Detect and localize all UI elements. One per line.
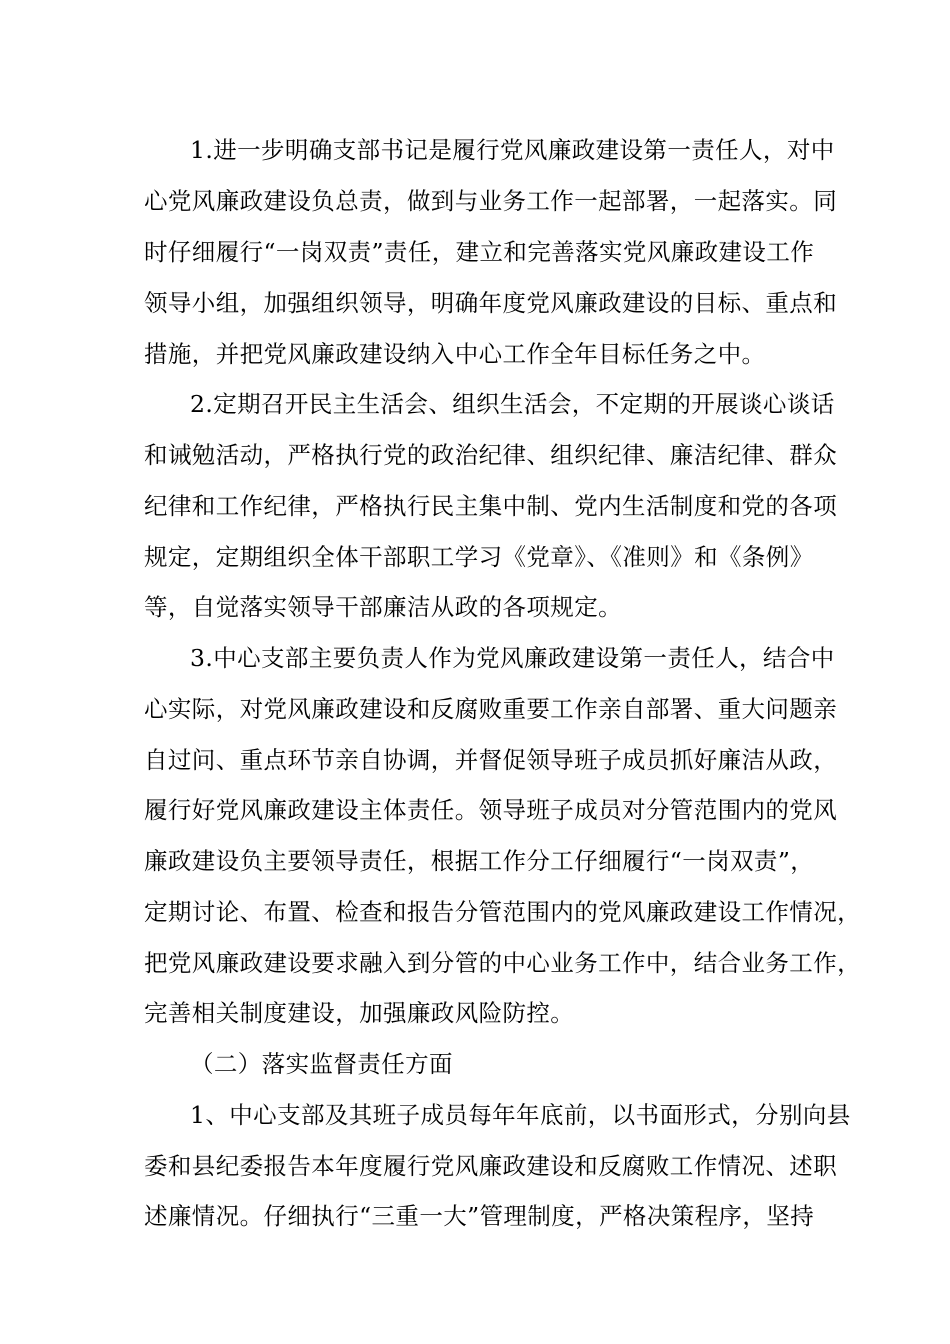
paragraph-3-line-5: 廉政建设负主要领导责任，根据工作分工仔细履行“一岗双责”， bbox=[144, 847, 815, 875]
paragraph-3-line-8: 完善相关制度建设，加强廉政风险防控。 bbox=[144, 999, 575, 1027]
paragraph-1-line-3: 时仔细履行“一岗双责”责任，建立和完善落实党风廉政建设工作 bbox=[144, 238, 815, 266]
paragraph-3-line-7: 把党风廉政建设要求融入到分管的中心业务工作中，结合业务工作， bbox=[144, 949, 861, 977]
paragraph-2-line-2: 和诫勉活动，严格执行党的政治纪律、组织纪律、廉洁纪律、群众 bbox=[144, 441, 838, 469]
paragraph-4-line-3: 述廉情况。仔细执行“三重一大”管理制度，严格决策程序，坚持 bbox=[144, 1202, 815, 1230]
paragraph-2-line-3: 纪律和工作纪律，严格执行民主集中制、党内生活制度和党的各项 bbox=[144, 492, 838, 520]
paragraph-4-line-1: 1、中心支部及其班子成员每年年底前，以书面形式，分别向县 bbox=[190, 1101, 851, 1129]
paragraph-1-line-1: 1.进一步明确支部书记是履行党风廉政建设第一责任人，对中 bbox=[190, 136, 835, 164]
paragraph-3-line-1: 3.中心支部主要负责人作为党风廉政建设第一责任人，结合中 bbox=[190, 644, 835, 672]
paragraph-1-line-2: 心党风廉政建设负总责，做到与业务工作一起部署，一起落实。同 bbox=[144, 187, 838, 215]
paragraph-3-line-4: 履行好党风廉政建设主体责任。领导班子成员对分管范围内的党风 bbox=[144, 796, 838, 824]
paragraph-4-line-2: 委和县纪委报告本年度履行党风廉政建设和反腐败工作情况、述职 bbox=[144, 1152, 838, 1180]
paragraph-3-line-2: 心实际，对党风廉政建设和反腐败重要工作亲自部署、重大问题亲 bbox=[144, 695, 838, 723]
paragraph-2-line-4: 规定，定期组织全体干部职工学习《党章》、《准则》和《条例》 bbox=[144, 543, 814, 571]
paragraph-2-line-5: 等，自觉落实领导干部廉洁从政的各项规定。 bbox=[144, 593, 622, 621]
paragraph-1-line-5: 措施，并把党风廉政建设纳入中心工作全年目标任务之中。 bbox=[144, 340, 766, 368]
paragraph-3-line-6: 定期讨论、布置、检查和报告分管范围内的党风廉政建设工作情况， bbox=[144, 898, 861, 926]
paragraph-1-line-4: 领导小组，加强组织领导，明确年度党风廉政建设的目标、重点和 bbox=[144, 289, 838, 317]
paragraph-2-line-1: 2.定期召开民主生活会、组织生活会，不定期的开展谈心谈话 bbox=[190, 390, 835, 418]
paragraph-3-line-3: 自过问、重点环节亲自协调，并督促领导班子成员抓好廉洁从政， bbox=[144, 746, 838, 774]
section-heading: （二）落实监督责任方面 bbox=[190, 1050, 453, 1078]
